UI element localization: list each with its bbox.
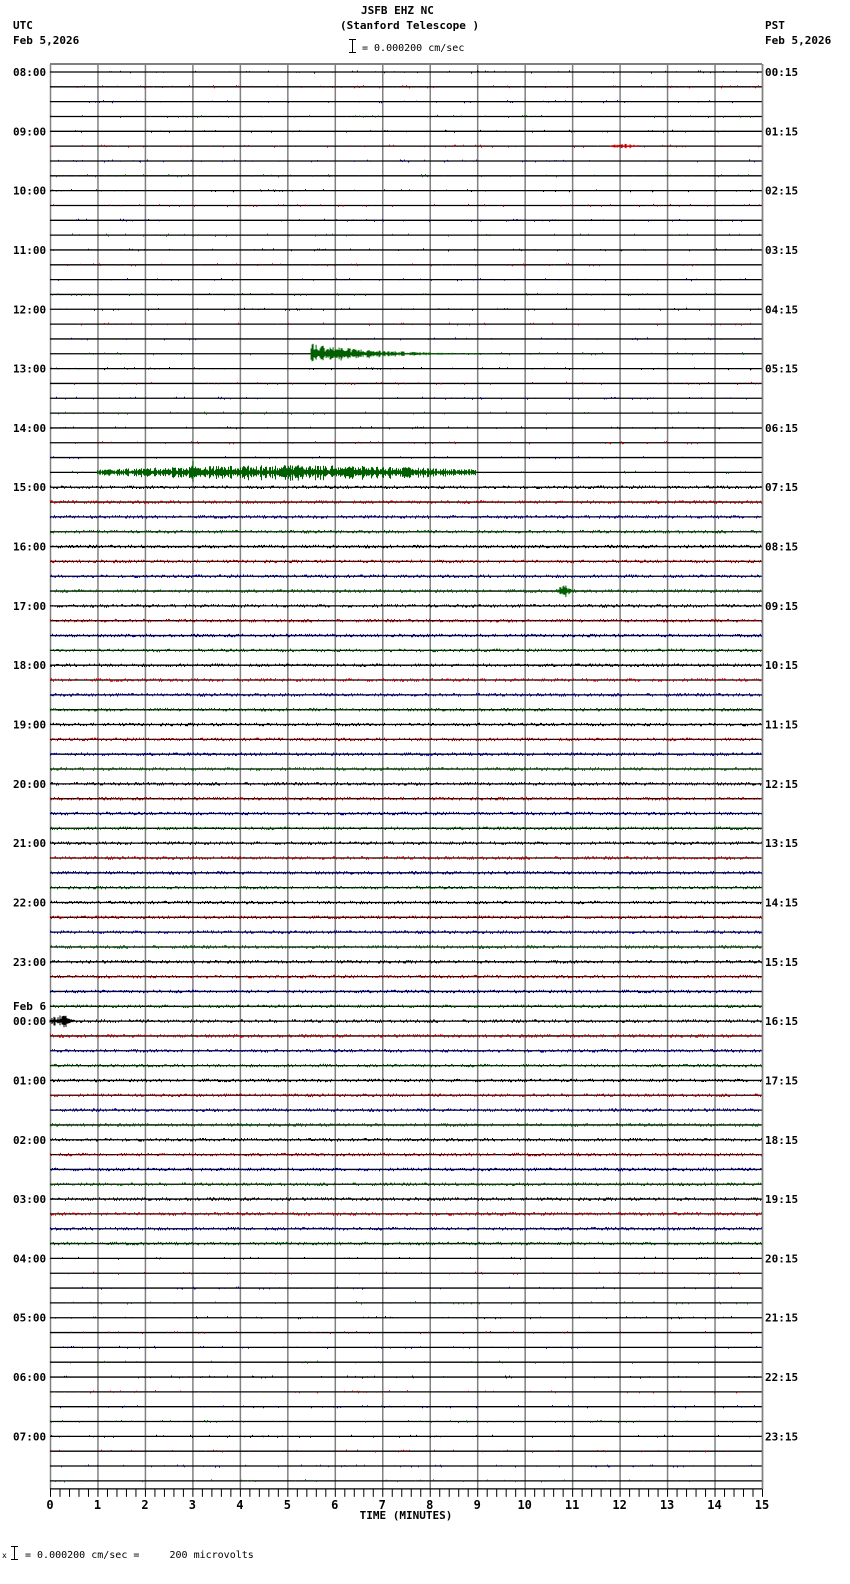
right-date: Feb 5,2026 [765,34,832,47]
trace-signal [73,461,759,482]
footer-marker: x [2,1551,7,1560]
trace-signal [51,1049,762,1053]
pst-hour-label: 08:15 [765,540,799,554]
utc-hour-label: 02:00 [13,1133,47,1147]
trace-signal [51,960,762,964]
utc-hour-label: 07:00 [13,1430,47,1444]
pst-hour-label: 19:15 [765,1193,799,1207]
x-tick-label: 1 [93,1497,102,1512]
x-tick-label: 15 [754,1497,770,1512]
pst-hour-label: 02:15 [765,184,799,198]
date-change-label: Feb 6 [13,1000,47,1014]
trace-signal [51,649,762,653]
trace-signal [51,693,762,697]
pst-hour-label: 21:15 [765,1311,799,1325]
trace-signal [51,344,748,362]
pst-hour-label: 18:15 [765,1133,799,1147]
trace-signal [51,619,762,623]
utc-hour-label: 03:00 [13,1193,47,1207]
trace-signal [51,663,762,667]
x-tick-label: 7 [378,1497,386,1512]
x-tick-label: 9 [473,1497,481,1512]
trace-signal [51,515,762,519]
scale-label: = 0.000200 cm/sec [362,43,465,54]
pst-hour-label: 11:15 [765,718,799,732]
pst-hour-label: 07:15 [765,481,799,495]
x-tick-label: 12 [612,1497,627,1512]
trace-signal [51,1138,762,1142]
utc-hour-label: 00:00 [13,1015,47,1029]
pst-hour-label: 16:15 [765,1015,799,1029]
station-site: (Stanford Telescope ) [340,19,480,32]
pst-hour-label: 22:15 [765,1371,799,1385]
utc-hour-label: 04:00 [13,1252,47,1266]
pst-hour-label: 03:15 [765,243,799,257]
utc-hour-label: 14:00 [13,421,47,435]
utc-hour-label: 16:00 [13,540,47,554]
trace-signal [51,678,761,682]
footer-scale-bar-icon [14,1546,15,1560]
left-date: Feb 5,2026 [13,34,80,47]
pst-hour-label: 01:15 [765,125,799,139]
trace-signal [52,871,762,875]
x-tick-label: 2 [141,1497,149,1512]
utc-hour-label: 05:00 [13,1311,47,1325]
trace-signal [51,1005,761,1009]
pst-hour-label: 06:15 [765,421,799,435]
utc-hour-label: 18:00 [13,659,47,673]
x-tick-label: 5 [283,1497,291,1512]
station-title: JSFB EHZ NC [361,4,434,17]
x-tick-label: 0 [46,1497,54,1512]
trace-signal [51,634,762,638]
pst-hour-label: 09:15 [765,599,799,613]
x-tick-label: 3 [188,1497,197,1512]
footer-scale-note: = 0.000200 cm/sec = 200 microvolts [25,1550,254,1561]
utc-hour-label: 12:00 [13,303,47,317]
trace-signal [51,782,762,786]
trace-signal [51,485,762,489]
utc-hour-label: 01:00 [13,1074,47,1088]
x-tick-label: 13 [659,1497,675,1512]
trace-signal [51,841,762,845]
trace-signal [51,574,761,578]
pst-hour-label: 10:15 [765,659,799,673]
right-timezone: PST [765,19,785,32]
x-tick-label: 8 [426,1497,434,1512]
pst-hour-label: 04:15 [765,303,799,317]
x-tick-label: 11 [564,1497,580,1512]
trace-signal [51,708,762,712]
x-tick-label: 6 [331,1497,339,1512]
pst-hour-label: 14:15 [765,896,799,910]
x-axis-title: TIME (MINUTES) [359,1508,453,1522]
x-tick-label: 14 [707,1497,722,1512]
pst-hour-label: 15:15 [765,955,799,969]
utc-hour-label: 22:00 [13,896,47,910]
trace-signal [51,856,762,860]
utc-hour-label: 08:00 [13,66,47,79]
utc-hour-label: 17:00 [13,599,47,613]
pst-hour-label: 23:15 [765,1430,799,1444]
utc-hour-label: 19:00 [13,718,47,732]
x-tick-label: 10 [517,1497,532,1512]
trace-signal [51,945,761,949]
utc-hour-label: 11:00 [13,243,47,257]
utc-hour-label: 23:00 [13,955,47,969]
utc-hour-label: 09:00 [13,125,47,139]
utc-hour-label: 13:00 [13,362,47,376]
pst-hour-label: 17:15 [765,1074,799,1088]
utc-hour-label: 20:00 [13,777,47,791]
utc-hour-label: 15:00 [13,481,47,495]
utc-hour-label: 10:00 [13,184,47,198]
utc-hour-label: 06:00 [13,1371,47,1385]
left-timezone: UTC [13,19,33,32]
utc-hour-label: 21:00 [13,837,47,851]
pst-hour-label: 13:15 [765,837,799,851]
trace-signal [52,545,762,549]
pst-hour-label: 05:15 [765,362,799,376]
pst-hour-label: 12:15 [765,777,799,791]
trace-signal [52,767,762,771]
pst-hour-label: 20:15 [765,1252,799,1266]
x-tick-label: 4 [236,1497,244,1512]
trace-signal [51,752,761,756]
pst-hour-label: 00:15 [765,66,799,79]
